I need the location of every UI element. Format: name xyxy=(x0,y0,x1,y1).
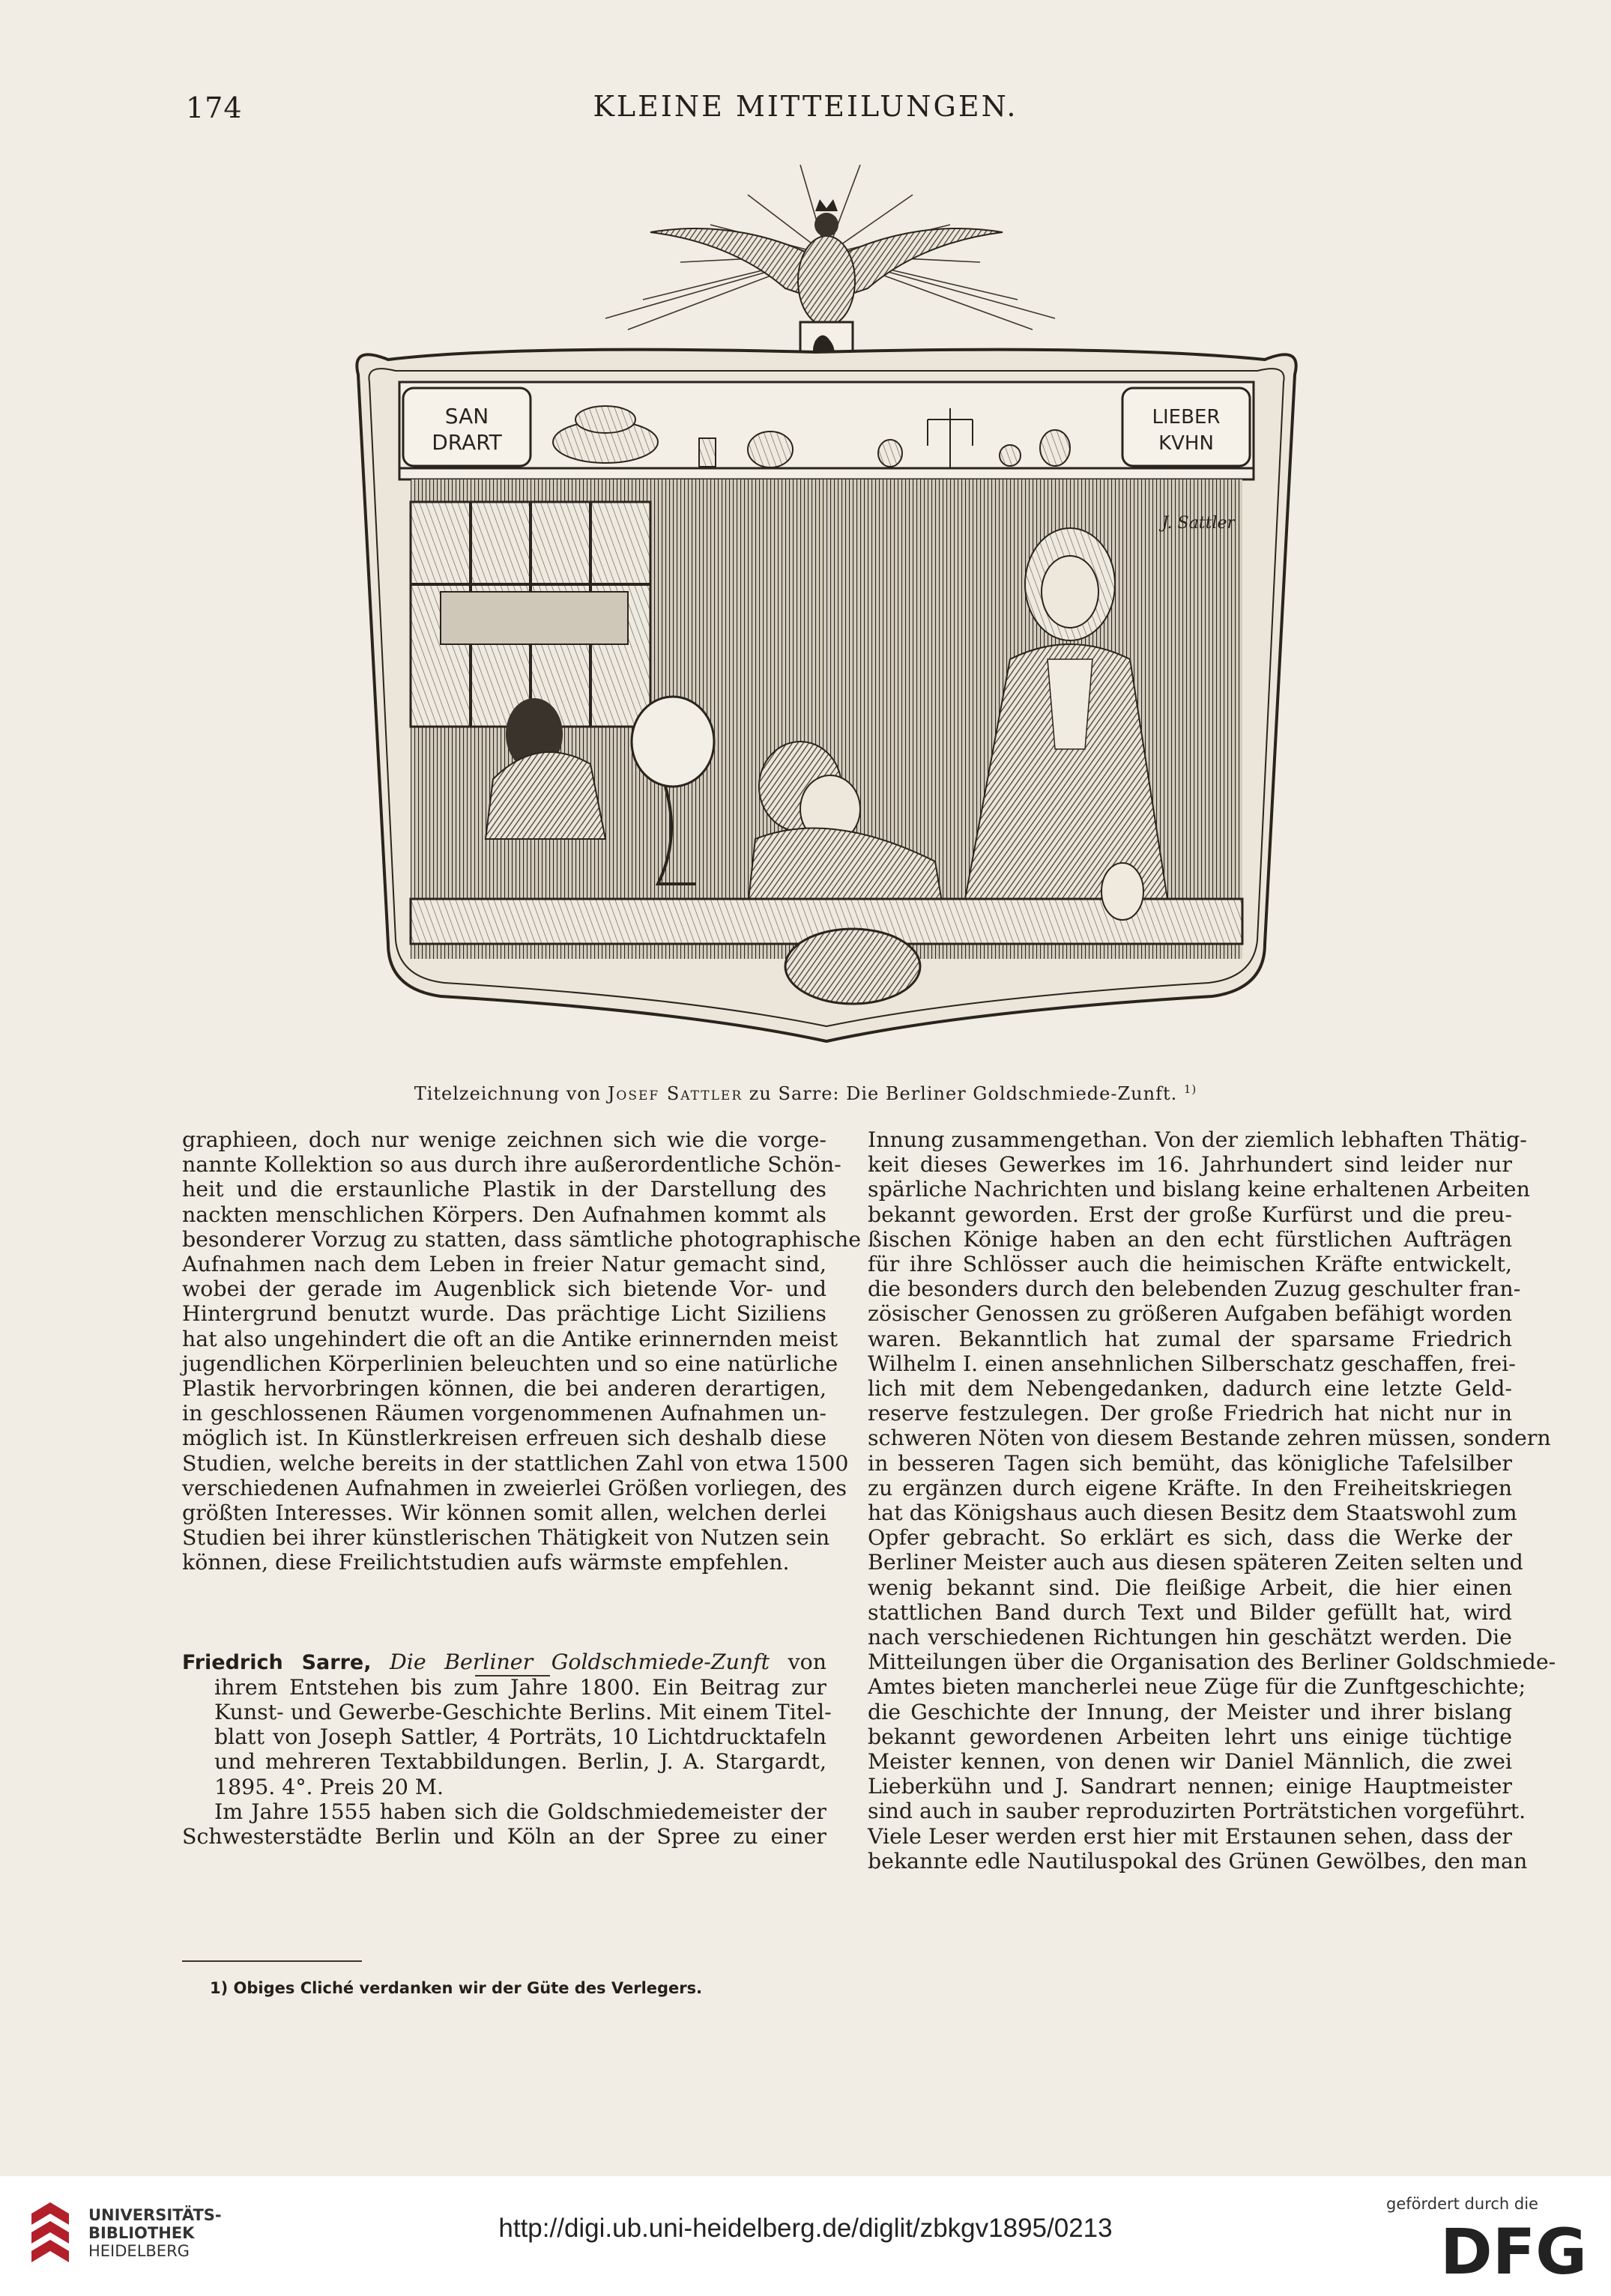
text-line: heit und die erstaunliche Plastik in der Darstellung des xyxy=(182,1177,826,1202)
text-line: Wilhelm I. einen ansehnlichen Silberschatz geschaffen, frei- xyxy=(868,1351,1516,1376)
text-line: jugendlichen Körperlinien beleuchten und so eine natürliche xyxy=(182,1351,838,1376)
text-line: Opfer gebracht. So erklärt es sich, dass die Werke der xyxy=(868,1525,1512,1551)
review-line: ihrem Entstehen bis zum Jahre 1800. Ein Beitrag zur xyxy=(214,1674,826,1700)
text-line: nackten menschlichen Körpers. Den Aufnahmen kommt als xyxy=(182,1202,826,1227)
text-line: hat also ungehindert die oft an die Antike erinnernden meist xyxy=(182,1326,838,1351)
text-line: lich mit dem Nebengedanken, dadurch eine letzte Geld- xyxy=(868,1376,1512,1402)
review-line: und mehreren Textabbildungen. Berlin, J. A. Stargardt, xyxy=(214,1749,826,1775)
footnote-rule xyxy=(182,1960,362,1962)
text-line: Meister kennen, von denen wir Daniel Männlich, die zwei xyxy=(868,1749,1512,1775)
text-line: Mitteilungen über die Organisation des Berliner Goldschmiede- xyxy=(868,1650,1556,1675)
text-line: sind auch in sauber reproduzirten Porträtstichen vorgeführt. xyxy=(868,1799,1526,1824)
review-heading-line xyxy=(182,1650,826,1675)
figure-caption xyxy=(0,1082,1611,1104)
text-line: bekannt gewordenen Arbeiten lehrt uns einige tüchtige xyxy=(868,1724,1512,1749)
section-divider xyxy=(475,1675,550,1676)
text-line: hat das Königshaus auch diesen Besitz dem Staatswohl zum xyxy=(868,1500,1517,1526)
caption-part-a: Titelzeichnung von xyxy=(414,1083,608,1104)
text-line: wobei der gerade im Augenblick sich bietende Vor- und xyxy=(182,1276,826,1302)
caption-footnote-ref: 1) xyxy=(1183,1082,1197,1096)
text-line: Innung zusammengethan. Von der ziemlich lebhaften Thätig- xyxy=(868,1127,1527,1152)
text-line: wenig bekannt sind. Die fleißige Arbeit, die hier einen xyxy=(868,1575,1512,1600)
text-line: in besseren Tagen sich bemüht, das königliche Tafelsilber xyxy=(868,1450,1512,1476)
cartouche-left-line2: DRART xyxy=(432,430,502,455)
text-line: zösischer Genossen zu größeren Aufgaben befähigt worden xyxy=(868,1301,1512,1327)
text-line: schweren Nöten von diesem Bestande zehren müssen, sondern xyxy=(868,1426,1551,1451)
text-line: bekannte edle Nautiluspokal des Grünen Gewölbes, den man xyxy=(868,1848,1528,1874)
text-line: Viele Leser werden erst hier mit Erstaunen sehen, dass der xyxy=(868,1823,1512,1849)
text-line: Amtes bieten mancherlei neue Züge für die Zunftgeschichte; xyxy=(868,1674,1526,1700)
dfg-logo xyxy=(1435,2221,1592,2281)
text-line: Studien, welche bereits in der stattlichen Zahl von etwa 1500 xyxy=(182,1450,849,1476)
funded-by-label: gefördert durch die xyxy=(1386,2195,1538,2213)
caption-artist-name: Josef Sattler xyxy=(607,1083,743,1104)
dfg-logo-text: DFG xyxy=(1439,2221,1588,2281)
cartouche-right-line1: LIEBER xyxy=(1152,406,1221,428)
text-line: spärliche Nachrichten und bislang keine erhaltenen Arbeiten xyxy=(868,1177,1530,1202)
text-line: waren. Bekanntlich hat zumal der sparsame Friedrich xyxy=(868,1326,1512,1351)
text-line: nach verschiedenen Richtungen hin geschätzt werden. Die xyxy=(868,1625,1512,1650)
caption-part-c: zu Sarre: Die Berliner Goldschmiede-Zunft. xyxy=(743,1083,1178,1104)
review-author: Friedrich Sarre, xyxy=(182,1650,372,1674)
library-name-line2: BIBLIOTHEK xyxy=(88,2224,195,2242)
text-line: Studien bei ihrer künstlerischen Thätigkeit von Nutzen sein xyxy=(182,1525,830,1551)
text-line: Lieberkühn und J. Sandrart nennen; einige Hauptmeister xyxy=(868,1774,1512,1799)
cartouche-left-line1: SAN xyxy=(444,404,489,428)
text-line: Berliner Meister auch aus diesen späteren Zeiten selten und xyxy=(868,1550,1523,1575)
text-line: die besonders durch den belebenden Zuzug geschulter fran- xyxy=(868,1276,1521,1302)
library-name-line3: HEIDELBERG xyxy=(88,2242,190,2260)
text-line: in geschlossenen Räumen vorgenommenen Aufnahmen un- xyxy=(182,1401,826,1426)
review-book-title: Die Berliner Goldschmiede-Zunft xyxy=(389,1649,770,1674)
text-line: reserve festzulegen. Der große Friedrich hat nicht nur in xyxy=(868,1401,1512,1426)
permalink-url[interactable]: http://digi.ub.uni-heidelberg.de/diglit/zbkgv1895/0213 xyxy=(498,2214,1113,2243)
text-line: können, diese Freilichtstudien aufs wärmste empfehlen. xyxy=(182,1550,790,1575)
right-column xyxy=(868,1127,1556,1874)
text-line: Plastik hervorbringen können, die bei anderen derartigen, xyxy=(182,1376,826,1402)
text-line: Schwesterstädte Berlin und Köln an der Spree zu einer xyxy=(182,1824,826,1850)
text-line: bekannt geworden. Erst der große Kurfürst und die preu- xyxy=(868,1202,1512,1227)
library-name-line1: UNIVERSITÄTS- xyxy=(88,2206,222,2224)
text-line: stattlichen Band durch Text und Bilder gefüllt hat, wird xyxy=(868,1599,1512,1625)
text-line: zu ergänzen durch eigene Kräfte. In den Freiheitskriegen xyxy=(868,1475,1512,1500)
text-line: verschiedenen Aufnahmen in zweierlei Größen vorliegen, des xyxy=(182,1475,847,1500)
text-line: Hintergrund benutzt wurde. Das prächtige Licht Siziliens xyxy=(182,1301,826,1327)
running-title: KLEINE MITTEILUNGEN. xyxy=(593,90,1018,123)
page-number: 174 xyxy=(186,91,243,124)
title-vignette-illustration xyxy=(291,150,1362,1064)
artist-signature: J. Sattler xyxy=(1161,514,1235,533)
text-line: nannte Kollektion so aus durch ihre außerordentliche Schön- xyxy=(182,1152,841,1178)
text-line: graphieen, doch nur wenige zeichnen sich wie die vorge- xyxy=(182,1127,826,1152)
text-line: für ihre Schlösser auch die heimischen Kräfte entwickelt, xyxy=(868,1252,1512,1277)
review-line1-rest: von xyxy=(770,1649,826,1674)
text-line: Aufnahmen nach dem Leben in freier Natur gemacht sind, xyxy=(182,1252,826,1277)
review-line: 1895. 4°. Preis 20 M. xyxy=(214,1774,444,1799)
left-column xyxy=(182,1127,862,1850)
cartouche-right-line2: KVHN xyxy=(1158,432,1214,455)
text-line: größten Interesses. Wir können somit allen, welchen derlei xyxy=(182,1500,826,1526)
text-line: ßischen Könige haben an den echt fürstlichen Aufträgen xyxy=(868,1226,1512,1252)
text-line: die Geschichte der Innung, der Meister und ihrer bislang xyxy=(868,1699,1512,1724)
review-line: blatt von Joseph Sattler, 4 Porträts, 10 Lichtdrucktafeln xyxy=(214,1724,826,1750)
text-line: keit dieses Gewerkes im 16. Jahrhundert sind leider nur xyxy=(868,1152,1512,1178)
footnote: 1) Obiges Cliché verdanken wir der Güte des Verlegers. xyxy=(210,1979,703,1997)
text-line: Im Jahre 1555 haben sich die Goldschmiedemeister der xyxy=(214,1799,826,1824)
text-line: möglich ist. In Künstlerkreisen erfreuen sich deshalb diese xyxy=(182,1426,826,1451)
text-line: besonderer Vorzug zu statten, dass sämtliche photographische xyxy=(182,1226,862,1252)
review-line: Kunst- und Gewerbe-Geschichte Berlins. Mit einem Titel- xyxy=(214,1700,832,1725)
ornamental-dish xyxy=(785,929,920,1004)
